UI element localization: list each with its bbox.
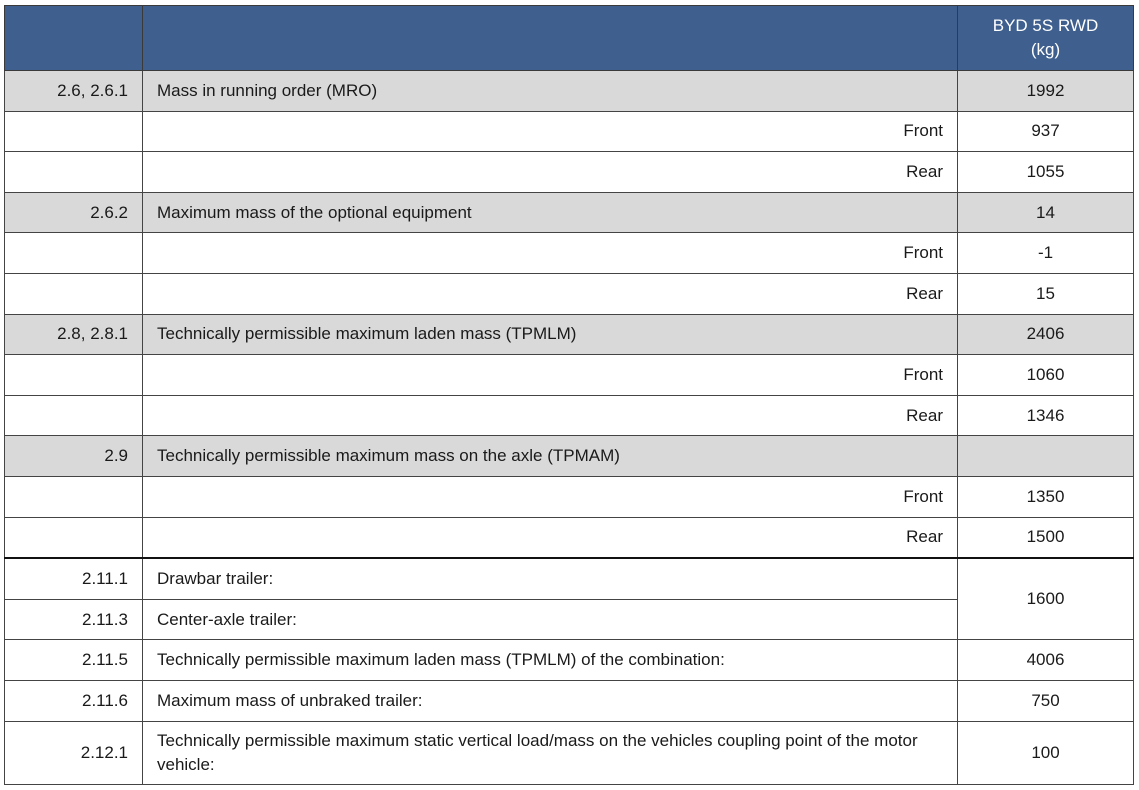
row-description: Maximum mass of the optional equipment — [143, 192, 958, 233]
row-ref — [5, 152, 143, 193]
row-description: Front — [143, 476, 958, 517]
row-value: -1 — [958, 233, 1134, 274]
table-row — [5, 111, 1134, 152]
row-ref: 2.6, 2.6.1 — [5, 71, 143, 112]
row-ref: 2.11.5 — [5, 640, 143, 681]
row-value: 2406 — [958, 314, 1134, 355]
row-value: 1055 — [958, 152, 1134, 193]
table-row — [5, 517, 1134, 558]
header-ref — [5, 6, 143, 71]
table-row — [5, 476, 1134, 517]
table-row — [5, 192, 1134, 233]
table-row — [5, 395, 1134, 436]
row-description: Maximum mass of unbraked trailer: — [143, 680, 958, 721]
row-description: Rear — [143, 273, 958, 314]
row-description: Mass in running order (MRO) — [143, 71, 958, 112]
row-description: Front — [143, 355, 958, 396]
row-value: 1346 — [958, 395, 1134, 436]
row-description: Technically permissible maximum mass on the axle (TPMAM) — [143, 436, 958, 477]
row-ref: 2.11.1 — [5, 558, 143, 599]
table-row — [5, 640, 1134, 681]
header-value — [958, 6, 1134, 71]
row-value: 1992 — [958, 71, 1134, 112]
row-ref — [5, 355, 143, 396]
table-row — [5, 233, 1134, 274]
row-ref: 2.6.2 — [5, 192, 143, 233]
row-value: 1600 — [958, 558, 1134, 640]
row-ref: 2.11.6 — [5, 680, 143, 721]
mass-table — [4, 5, 1134, 785]
table-row — [5, 314, 1134, 355]
row-ref — [5, 233, 143, 274]
row-ref — [5, 111, 143, 152]
row-value — [958, 436, 1134, 477]
row-ref: 2.12.1 — [5, 721, 143, 784]
table-row — [5, 680, 1134, 721]
row-value: 15 — [958, 273, 1134, 314]
row-value: 4006 — [958, 640, 1134, 681]
table-row — [5, 558, 1134, 599]
table-row — [5, 273, 1134, 314]
header-row — [5, 6, 1134, 71]
row-description: Rear — [143, 395, 958, 436]
row-description: Drawbar trailer: — [143, 558, 958, 599]
row-description: Technically permissible maximum static vertical load/mass on the vehicles coupling point of the motor vehicle: — [143, 721, 958, 784]
row-ref — [5, 476, 143, 517]
table-row — [5, 721, 1134, 784]
table-row — [5, 436, 1134, 477]
table-row — [5, 152, 1134, 193]
row-description: Center-axle trailer: — [143, 599, 958, 640]
row-ref: 2.8, 2.8.1 — [5, 314, 143, 355]
header-description — [143, 6, 958, 71]
header-value-line2: (kg) — [1030, 40, 1061, 59]
row-value: 1500 — [958, 517, 1134, 558]
row-value: 937 — [958, 111, 1134, 152]
row-description: Technically permissible maximum laden mass (TPMLM) of the combination: — [143, 640, 958, 681]
row-description: Front — [143, 233, 958, 274]
row-value: 1350 — [958, 476, 1134, 517]
row-description: Rear — [143, 152, 958, 193]
row-ref — [5, 273, 143, 314]
table-row — [5, 355, 1134, 396]
row-value: 14 — [958, 192, 1134, 233]
row-description: Technically permissible maximum laden mass (TPMLM) — [143, 314, 958, 355]
row-ref: 2.9 — [5, 436, 143, 477]
row-description: Front — [143, 111, 958, 152]
table-row — [5, 71, 1134, 112]
row-ref: 2.11.3 — [5, 599, 143, 640]
row-value: 100 — [958, 721, 1134, 784]
row-ref — [5, 395, 143, 436]
row-value: 750 — [958, 680, 1134, 721]
row-ref — [5, 517, 143, 558]
row-description: Rear — [143, 517, 958, 558]
row-value: 1060 — [958, 355, 1134, 396]
header-value-line1: BYD 5S RWD — [992, 16, 1099, 35]
